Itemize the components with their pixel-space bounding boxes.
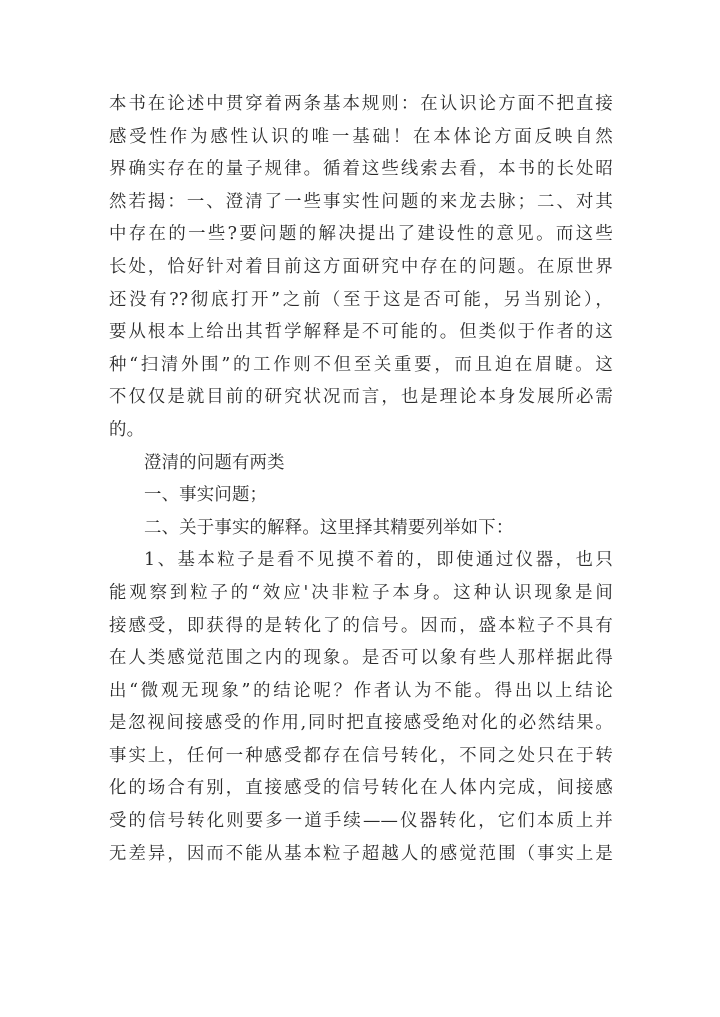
text-line-5: 中存在的一些?要问题的解决提出了建设性的意见。而这些 [109, 224, 613, 245]
list-item-1: 一、事实问题； [144, 485, 268, 506]
text-line-6: 长处，恰好针对着目前这方面研究中存在的问题。在原世界 [109, 256, 613, 277]
text-line-16: 能观察到粒子的“效应'决非粒子本身。这种认识现象是间 [109, 582, 613, 603]
text-line-19: 出“微观无现象”的结论呢？作者认为不能。得出以上结论 [109, 680, 613, 701]
list-item-2: 二、关于事实的解释。这里择其精要列举如下： [144, 517, 514, 538]
text-line-1: 本书在论述中贯穿着两条基本规则：在认识论方面不把直接 [109, 94, 613, 114]
text-line-20: 是忽视间接感受的作用,同时把直接感受绝对化的必然结果。 [109, 713, 613, 734]
text-line-17: 接感受，即获得的是转化了的信号。因而，盛本粒子不具有 [109, 615, 613, 636]
text-line-9: 种“扫清外围”的工作则不但至关重要，而且迫在眉睫。这 [109, 354, 613, 375]
text-line-18: 在人类感觉范围之内的现象。是否可以象有些人那样据此得 [109, 648, 613, 669]
body-text [109, 88, 613, 870]
text-line-3: 界确实存在的量子规律。循着这些线索去看，本书的长处昭 [109, 159, 613, 180]
text-line-15: 1、基本粒子是看不见摸不着的，即使通过仪器，也只 [144, 550, 613, 571]
text-line-21: 事实上，任何一种感受都存在信号转化，不同之处只在于转 [109, 745, 613, 766]
text-line-8: 要从根本上给出其哲学解释是不可能的。但类似于作者的这 [109, 322, 613, 343]
text-line-23: 受的信号转化则要多一道手续——仪器转化，它们本质上并 [109, 811, 613, 832]
section-heading: 澄清的问题有两类 [144, 452, 285, 473]
text-line-4: 然若揭：一、澄清了一些事实性问题的来龙去脉；二、对其 [109, 191, 613, 212]
text-line-7: 还没有??彻底打开”之前（至于这是否可能，另当别论）， [109, 289, 613, 310]
text-line-22: 化的场合有别，直接感受的信号转化在人体内完成，间接感 [109, 778, 613, 799]
text-line-10: 不仅仅是就目前的研究状况而言，也是理论本身发展所必需 [109, 387, 613, 408]
text-line-11: 的。 [109, 419, 145, 440]
text-line-24: 无差异，因而不能从基本粒子超越人的感觉范围（事实上是 [109, 843, 613, 864]
text-line-2: 感受性作为感性认识的唯一基础！在本体论方面反映自然 [109, 126, 613, 147]
